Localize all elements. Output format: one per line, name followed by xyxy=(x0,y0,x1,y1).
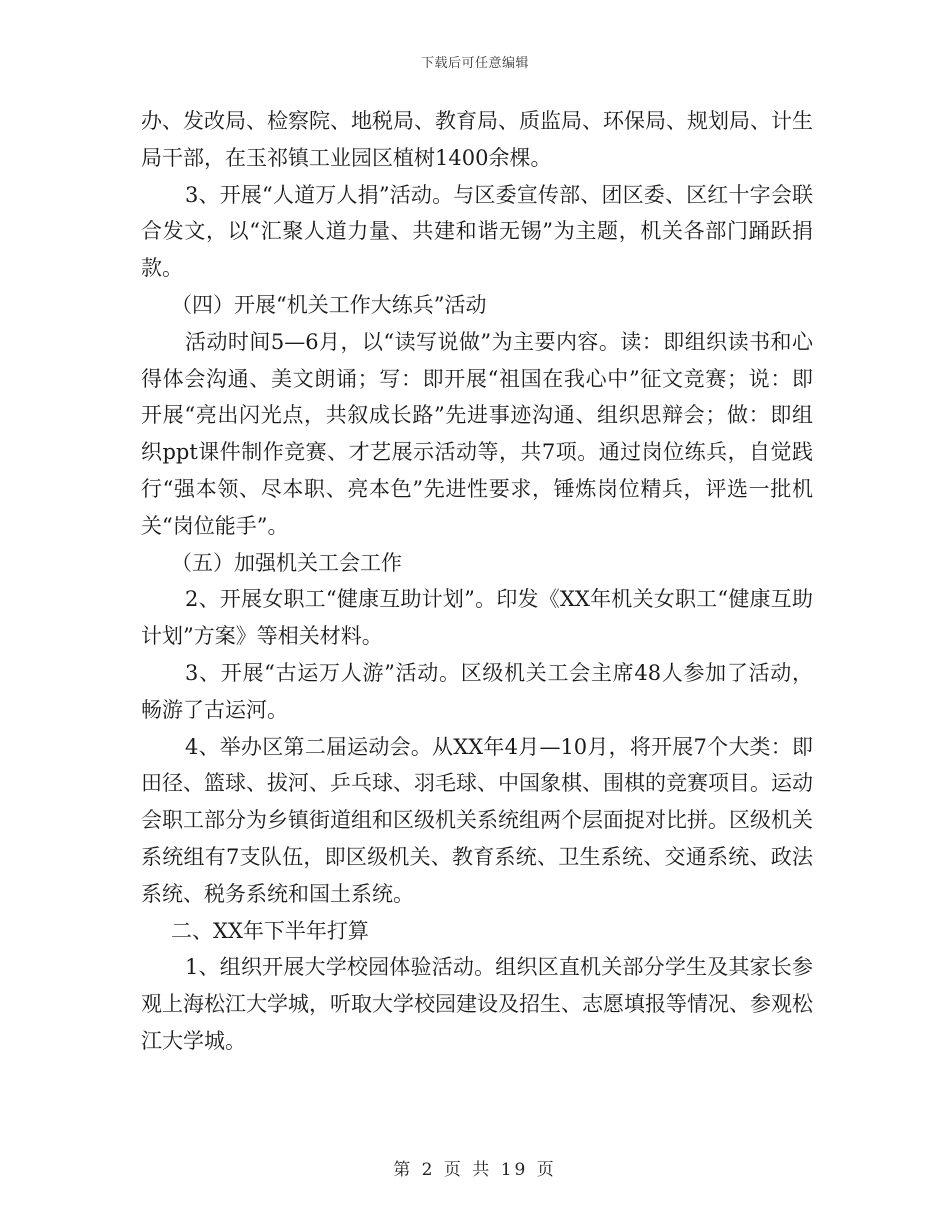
paragraph: 活动时间5—6月，以“读写说做”为主要内容。读：即组织读书和心得体会沟通、美文朗诵；写：即开展“祖国在我心中”征文竞赛；说：即开展“亮出闪光点，共叙成长路”先进事迹沟通、组织思辩会；做：即组织ppt课件制作竞赛、才艺展示活动等，共7项。通过岗位练兵，自觉践行“强本领、尽本职、亮本色”先进性要求，锤炼岗位精兵，评选一批机关“岗位能手”。 xyxy=(141,329,813,538)
page-header: 下载后可任意编辑 xyxy=(420,56,529,71)
paragraph: 3、开展“人道万人捐”活动。与区委宣传部、团区委、区红十字会联合发文，以“汇聚人道力量、共建和谐无锡”为主题，机关各部门踊跃捐款。 xyxy=(141,182,813,281)
paragraph: 4、举办区第二届运动会。从XX年4月—10月，将开展7个大类：即田径、篮球、拔河、乒乓球、羽毛球、中国象棋、围棋的竞赛项目。运动会职工部分为乡镇街道组和区级机关系统组两个层面捉对比拼。区级机关系统组有7支队伍，即区级机关、教育系统、卫生系统、交通系统、政法系统、税务系统和国土系统。 xyxy=(141,734,813,906)
section-heading: （四）开展“机关工作大练兵”活动 xyxy=(171,292,487,317)
paragraph: 3、开展“古运万人游”活动。区级机关工会主席48人参加了活动，畅游了古运河。 xyxy=(141,660,813,722)
paragraph: 办、发改局、检察院、地税局、教育局、质监局、环保局、规划局、计生局干部，在玉祁镇工业园区植树1400余棵。 xyxy=(141,109,813,170)
document-body xyxy=(141,103,813,1060)
page-number-footer: 第 2 页 共 19 页 xyxy=(393,1160,557,1180)
section-heading: （五）加强机关工会工作 xyxy=(171,550,402,575)
paragraph: 2、开展女职工“健康互助计划”。印发《XX年机关女职工“健康互助计划”方案》等相关材料。 xyxy=(141,587,813,649)
section-heading: 二、XX年下半年打算 xyxy=(171,918,369,943)
paragraph: 1、组织开展大学校园体验活动。组织区直机关部分学生及其家长参观上海松江大学城，听取大学校园建设及招生、志愿填报等情况、参观松江大学城。 xyxy=(141,955,813,1053)
